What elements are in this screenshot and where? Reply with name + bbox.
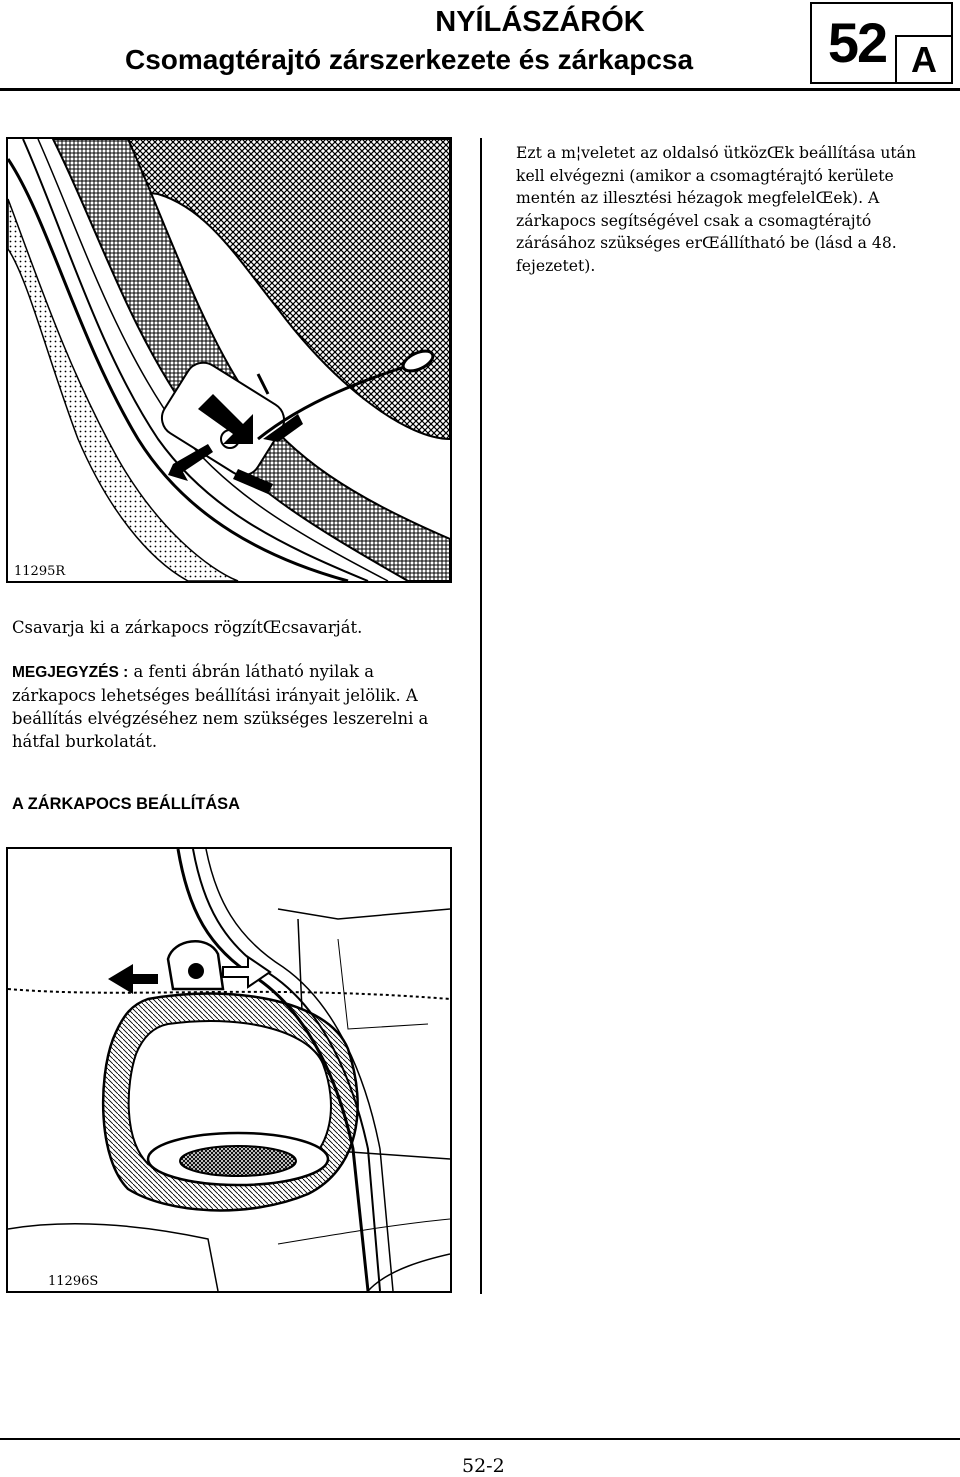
striker-adjustment-illustration (8, 849, 450, 1291)
chapter-letter: A (895, 35, 951, 82)
page-number: 52-2 (462, 1455, 505, 1477)
header-rule (0, 88, 960, 91)
note-label: MEGJEGYZÉS : (12, 664, 129, 681)
section-heading: A ZÁRKAPOCS BEÁLLÍTÁSA (12, 795, 240, 813)
figure-code: 11296S (48, 1274, 99, 1289)
step-text: Csavarja ki a zárkapocs rögzítŒcsavarját. (12, 618, 363, 637)
chapter-box (810, 2, 953, 84)
chapter-title: NYÍLÁSZÁRÓK (435, 6, 645, 38)
striker-location-illustration (8, 139, 450, 581)
note-text: a fenti ábrán látható nyilak a zárkapocs lehetséges beállítási irányait jelölik. A beállítás elvégzéséhez nem szükséges leszerelni a hátfal burkolatát. (12, 662, 429, 751)
footer-rule (0, 1438, 960, 1440)
figure-code: 11295R (14, 564, 66, 579)
page-title: Csomagtérajtó zárszerkezete és zárkapcsa (125, 44, 694, 75)
note-paragraph (12, 660, 452, 753)
intro-paragraph (516, 142, 936, 277)
intro-text: Ezt a m¦veletet az oldalsó ütközŒk beállítása után kell elvégezni (amikor a csomagtérajtó kerülete mentén az illesztési hézagok megfelelŒek). A zárkapocs segítségével csak a csomagtérajtó zárásához szükséges erŒállítható be (lásd a 48. fejezetet). (516, 144, 916, 275)
chapter-number: 52 (827, 11, 887, 74)
column-divider (480, 138, 482, 1294)
figure-striker-adjustment (6, 847, 452, 1293)
figure-striker-location (6, 137, 452, 583)
